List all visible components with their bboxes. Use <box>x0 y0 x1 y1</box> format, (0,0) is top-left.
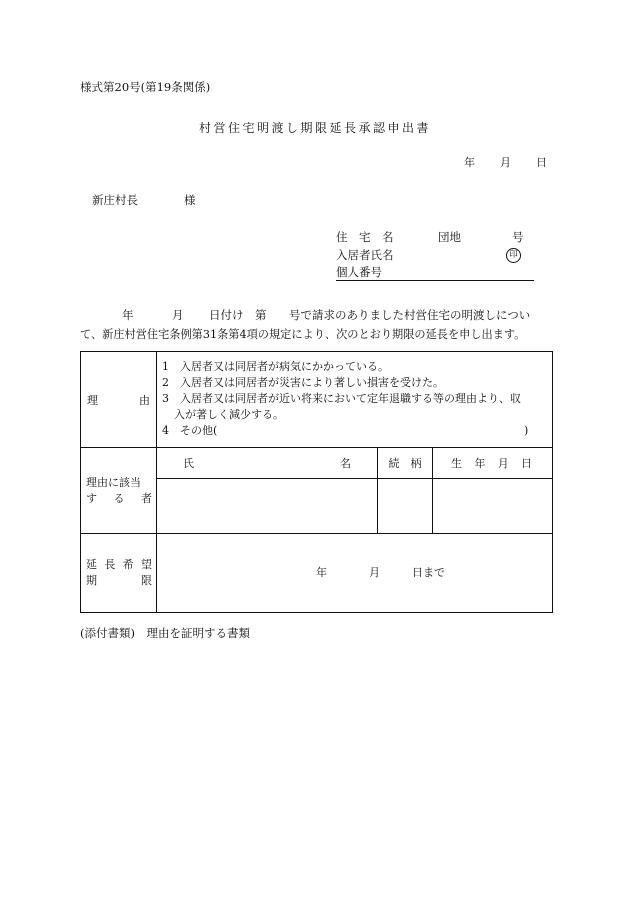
body-line1-rest: 号で請求のありました村営住宅の明渡しについ <box>289 308 531 322</box>
individual-number-label: 個人番号 <box>336 265 382 279</box>
reason-item-2: 2 入居者又は同居者が災害により著しい損害を受けた。 <box>162 376 444 389</box>
extension-label-cho: 長 <box>104 558 116 571</box>
extension-row <box>81 534 553 613</box>
person-label-cell <box>81 448 157 534</box>
reason-item-3-cont: 入が著しく減少する。 <box>174 408 284 421</box>
person-name-cell[interactable] <box>157 479 378 534</box>
attachment-note: (添付書類) 理由を証明する書類 <box>80 626 250 640</box>
reason-item-3: 3 入居者又は同居者が近い将来において定年退職する等の理由より、収 <box>162 392 521 405</box>
reason-label-cell <box>81 352 157 448</box>
reason-item-4 <box>162 423 546 439</box>
reason-label-left: 理 <box>87 393 98 407</box>
col-name-right: 名 <box>340 457 351 470</box>
reason-item-4-close: ) <box>524 424 529 437</box>
person-label-line1: 理由に該当 <box>86 475 141 489</box>
seal-icon: 印 <box>506 248 521 263</box>
addressee-honorific: 様 <box>184 193 196 207</box>
extension-label-go: 期 <box>86 574 97 587</box>
go-label: 号 <box>512 230 524 244</box>
person-label-su: す <box>86 491 97 505</box>
body-month: 月 <box>172 308 184 322</box>
col-birth-sei: 生 <box>451 457 462 470</box>
body-line2: て、新庄村営住宅条例第31条第4項の規定により、次のとおり期限の延長を申し出ます。 <box>80 328 526 341</box>
body-day-no: 日付け 第 <box>209 308 267 322</box>
col-birth-nen: 年 <box>474 457 486 470</box>
application-table <box>80 351 553 613</box>
reason-item-4-text: 4 その他( <box>162 424 218 437</box>
person-header-row <box>81 448 553 479</box>
person-relation-cell[interactable] <box>378 479 433 534</box>
extension-year: 年 <box>316 566 327 579</box>
person-birth-cell[interactable] <box>433 479 553 534</box>
extension-label-gen: 限 <box>141 574 152 587</box>
date-month: 月 <box>500 156 511 169</box>
extension-day: 日まで <box>412 566 445 579</box>
page-title: 村営住宅明渡し期限延長承認申出書 <box>198 121 431 135</box>
col-birth-header <box>433 448 553 479</box>
col-name-left: 氏 <box>183 457 194 470</box>
person-label-mono: 者 <box>141 491 152 505</box>
extension-date-cell[interactable] <box>157 534 553 613</box>
col-name-header <box>157 448 378 479</box>
form-number: 様式第20号(第19条関係) <box>80 80 211 94</box>
col-birth-hi: 日 <box>521 457 533 470</box>
extension-label-cell <box>81 534 157 613</box>
extension-label-bo: 望 <box>140 558 152 571</box>
reason-item-1: 1 入居者又は同居者が病気にかかっている。 <box>162 360 389 373</box>
extension-month: 月 <box>369 566 380 579</box>
individual-number-underline <box>336 280 534 281</box>
danchi-label: 団地 <box>438 230 461 244</box>
extension-label-ki: 希 <box>122 558 134 571</box>
reason-list-cell <box>157 352 553 448</box>
person-label-ru: る <box>113 491 125 505</box>
date-day: 日 <box>536 156 547 169</box>
body-year: 年 <box>122 308 134 322</box>
extension-label-en: 延 <box>86 558 97 571</box>
col-birth-tsuki: 月 <box>497 457 509 470</box>
resident-name-label: 入居者氏名 <box>336 248 394 262</box>
col-relation-header: 続 柄 <box>378 448 433 479</box>
reason-label-right: 由 <box>139 393 150 407</box>
addressee-name: 新庄村長 <box>92 193 138 207</box>
housing-name-label: 住 宅 名 <box>336 230 394 244</box>
reason-row <box>81 352 553 448</box>
date-year: 年 <box>464 156 475 169</box>
